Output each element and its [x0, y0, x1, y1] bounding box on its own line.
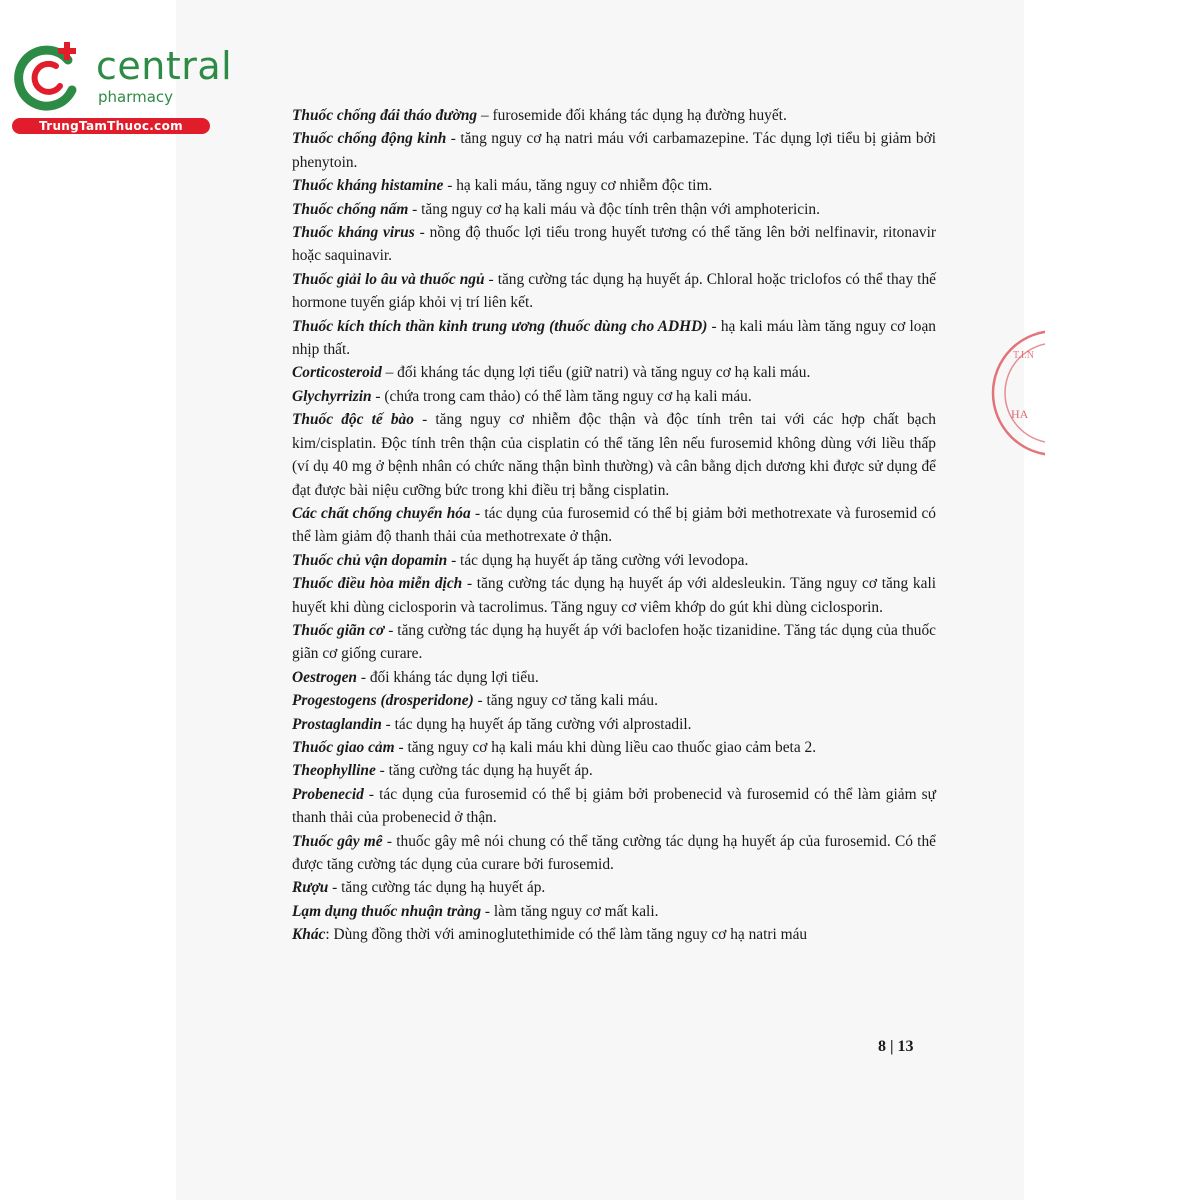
separator: - [443, 177, 457, 195]
separator: - [356, 668, 370, 686]
separator: - [394, 738, 408, 756]
interaction-entry [292, 736, 936, 759]
svg-text:T.I.N: T.I.N [1013, 350, 1034, 361]
interaction-description: tăng cường tác dụng hạ huyết áp. Chloral hoặc triclofos có thể thay thế hormone tuyến giáp khỏi vị trí liên kết. [292, 270, 936, 312]
drug-class-term: Thuốc độc tế bào [292, 411, 414, 429]
drug-class-term: Thuốc giãn cơ [292, 621, 385, 639]
interaction-description: (chứa trong cam thảo) có thể làm tăng nguy cơ hạ kali máu. [384, 387, 752, 405]
brand-logo [10, 38, 233, 138]
separator: - [462, 575, 477, 593]
interaction-description: hạ kali máu làm tăng nguy cơ loạn nhịp thất. [292, 317, 936, 359]
interaction-description: tác dụng của furosemid có thể bị giảm bởi probenecid và furosemid có thể làm giảm sự thanh thải của probenecid ở thận. [292, 785, 936, 827]
drug-class-term: Glychyrrizin [292, 387, 372, 405]
drug-class-term: Prostaglandin [292, 715, 382, 733]
drug-class-term: Thuốc kháng histamine [292, 177, 444, 195]
interaction-entry [292, 174, 936, 197]
interaction-entry [292, 900, 936, 923]
separator: – [477, 107, 493, 124]
interaction-entry [292, 923, 936, 946]
interaction-entry [292, 549, 936, 572]
interaction-description: tăng nguy cơ hạ natri máu với carbamazepine. Tác dụng lợi tiểu bị giảm bởi phenytoin. [292, 130, 936, 171]
interaction-description: thuốc gây mê nói chung có thể tăng cường tác dụng hạ huyết áp của furosemid. Có thể được tăng cường tác dụng của curare bởi furosemid. [292, 832, 936, 873]
interaction-description: tăng cường tác dụng hạ huyết áp. [341, 879, 546, 897]
separator: - [470, 504, 485, 522]
interaction-entry [292, 361, 936, 384]
drug-class-term: Thuốc giao cảm [292, 738, 395, 756]
interaction-entry [292, 830, 936, 877]
separator: - [363, 785, 380, 803]
drug-class-term: Probenecid [292, 785, 364, 803]
interaction-description: đối kháng tác dụng lợi tiểu (giữ natri) và tăng nguy cơ hạ kali máu. [397, 364, 811, 382]
interaction-description: hạ kali máu, tăng nguy cơ nhiễm độc tim. [456, 177, 713, 195]
interaction-description: tăng cường tác dụng hạ huyết áp với aldesleukin. Tăng nguy cơ tăng kali huyết khi dùng ciclosporin và tacrolimus. Tăng nguy cơ viêm khớp do gút khi dùng ciclosporin. [292, 575, 936, 616]
interaction-entry [292, 876, 936, 899]
separator: - [381, 715, 395, 733]
interaction-entry [292, 221, 936, 268]
separator: - [707, 317, 721, 335]
separator: - [328, 879, 342, 897]
separator: - [382, 832, 397, 850]
logo-brand-name: central [96, 44, 233, 88]
separator: – [381, 364, 398, 382]
separator: - [384, 621, 398, 639]
separator: - [446, 130, 461, 148]
separator: - [408, 200, 422, 218]
interaction-entry [292, 315, 936, 362]
pharmacy-logo-icon [10, 38, 90, 118]
interaction-entry [292, 572, 936, 619]
logo-subtitle: pharmacy [98, 88, 174, 106]
interaction-description: tăng cường tác dụng hạ huyết áp với baclofen hoặc tizanidine. Tăng tác dụng của thuốc giãn cơ giống curare. [292, 621, 936, 663]
interaction-description: nồng độ thuốc lợi tiểu trong huyết tương có thể tăng lên bởi nelfinavir, ritonavir hoặc saquinavir. [292, 224, 937, 265]
interaction-entry [292, 268, 936, 315]
interaction-description: tăng nguy cơ nhiễm độc thận và độc tính trên tai với các hợp chất bạch kim/cisplatin. Độc tính trên thận của cisplatin có thể tăng lên nếu furosemid không dùng với liều thấp (ví dụ 40 mg ở bệnh nhân có chức năng thận bình thường) và cân bằng dịch dương khi được sử dụng để đạt được bài niệu cưỡng bức trong khi điều trị bằng cisplatin. [292, 411, 936, 499]
interaction-list [292, 104, 936, 947]
drug-class-term: Thuốc chống động kinh [292, 130, 447, 148]
svg-text:HA: HA [1011, 407, 1029, 421]
interaction-entry [292, 198, 936, 221]
drug-class-term: Thuốc giải lo âu và thuốc ngủ [292, 270, 485, 288]
drug-class-term: Theophylline [292, 762, 376, 780]
drug-class-term: Thuốc điều hòa miễn dịch [292, 575, 463, 593]
drug-class-term: Thuốc chống nấm [292, 200, 409, 218]
separator: - [473, 692, 487, 710]
interaction-description: tăng nguy cơ hạ kali máu khi dùng liều cao thuốc giao cảm beta 2. [407, 738, 817, 756]
interaction-entry [292, 713, 936, 736]
red-seal-stamp-icon [985, 318, 1045, 468]
interaction-entry [292, 104, 936, 127]
drug-class-term: Thuốc kháng virus [292, 224, 415, 242]
interaction-entry [292, 502, 936, 549]
separator: - [375, 762, 389, 780]
page-number: 8 | 13 [878, 1038, 914, 1055]
drug-class-term: Thuốc gây mê [292, 832, 383, 850]
interaction-entry [292, 127, 936, 174]
interaction-entry [292, 689, 936, 712]
drug-class-term: Corticosteroid [292, 364, 382, 382]
drug-class-term: Rượu [292, 879, 329, 897]
interaction-description: làm tăng nguy cơ mất kali. [493, 902, 659, 920]
interaction-description: furosemide đối kháng tác dụng hạ đường huyết. [492, 107, 787, 124]
interaction-entry [292, 783, 936, 830]
drug-class-term: Thuốc kích thích thần kinh trung ương (thuốc dùng cho ADHD) [292, 317, 708, 335]
interaction-description: đối kháng tác dụng lợi tiểu. [369, 668, 539, 686]
separator: - [414, 224, 430, 242]
drug-class-term: Các chất chống chuyển hóa [292, 504, 471, 522]
separator: - [413, 411, 436, 429]
separator: - [484, 270, 498, 288]
interaction-entry [292, 385, 936, 408]
drug-class-term: Lạm dụng thuốc nhuận tràng [292, 902, 482, 920]
interaction-description: tăng nguy cơ hạ kali máu và độc tính trên thận với amphotericin. [421, 200, 820, 218]
drug-class-term: Thuốc chống đái tháo đường [292, 107, 478, 124]
interaction-description: tác dụng hạ huyết áp tăng cường với alprostadil. [394, 715, 692, 733]
logo-website-url: TrungTamThuoc.com [12, 118, 210, 134]
separator: - [447, 551, 461, 569]
separator: : [325, 926, 334, 944]
interaction-entry [292, 759, 936, 782]
drug-class-term: Thuốc chủ vận dopamin [292, 551, 448, 569]
drug-class-term: Progestogens (drosperidone) [292, 692, 474, 710]
interaction-entry [292, 619, 936, 666]
separator: - [481, 902, 494, 920]
interaction-description: tác dụng hạ huyết áp tăng cường với levodopa. [460, 551, 749, 569]
drug-class-term: Khác [292, 926, 326, 944]
drug-class-term: Oestrogen [292, 668, 357, 686]
interaction-description: tăng cường tác dụng hạ huyết áp. [388, 762, 593, 780]
interaction-entry [292, 666, 936, 689]
interaction-description: tác dụng của furosemid có thể bị giảm bởi methotrexate và furosemid có thể làm giảm độ thanh thải của methotrexate ở thận. [292, 504, 936, 546]
interaction-description: Dùng đồng thời với aminoglutethimide có thể làm tăng nguy cơ hạ natri máu [333, 926, 808, 944]
separator: - [371, 387, 385, 405]
interaction-description: tăng nguy cơ tăng kali máu. [486, 692, 658, 710]
interaction-entry [292, 408, 936, 502]
